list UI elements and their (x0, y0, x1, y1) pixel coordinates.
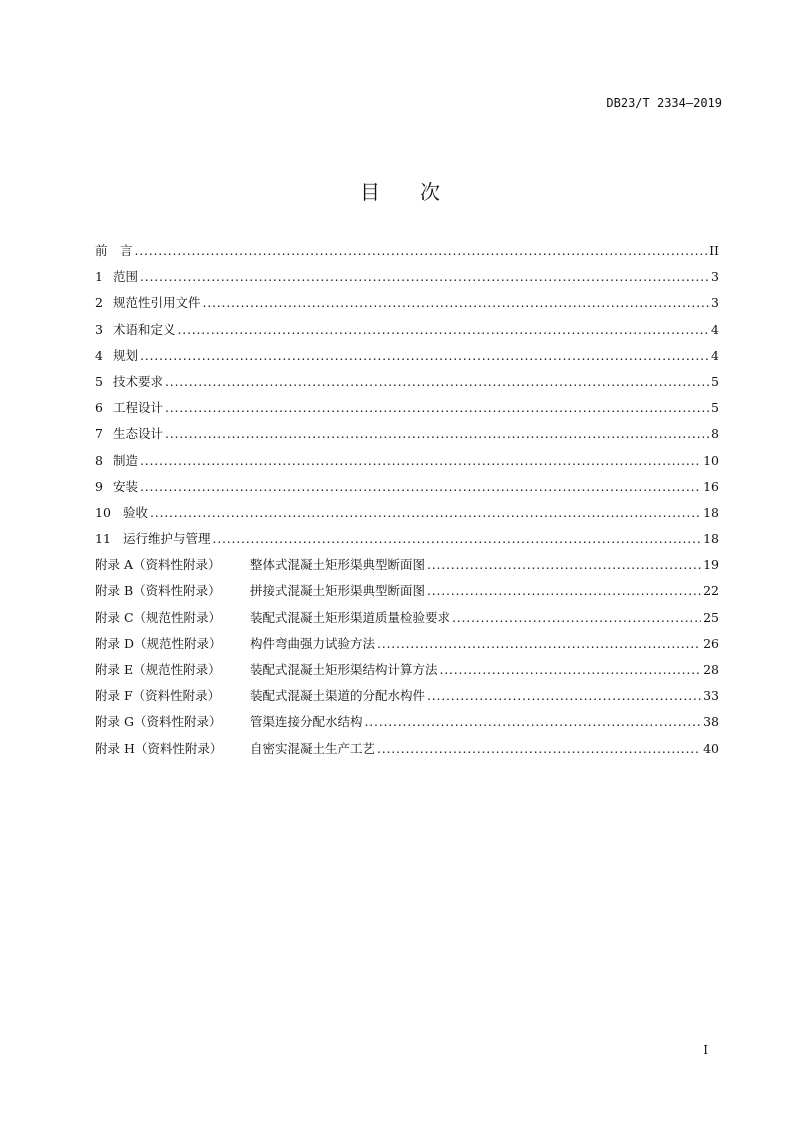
appendix-prefix: 附录 D（规范性附录） (95, 635, 222, 651)
appendix-prefix: 附录 G（资料性附录） (95, 714, 222, 730)
page-number: I (703, 1043, 708, 1057)
toc-entry[interactable] (95, 424, 719, 450)
toc-page: 4 (711, 321, 719, 337)
toc-label: 装配式混凝土矩形渠结构计算方法 (250, 662, 438, 677)
toc-page: 5 (711, 373, 719, 389)
toc-page: 8 (711, 426, 719, 442)
toc-label: 规划 (113, 347, 139, 363)
dot-leader (140, 479, 701, 494)
toc-page: 16 (703, 478, 719, 494)
dot-leader (452, 610, 701, 625)
dot-leader (213, 531, 702, 546)
toc-label: 工程设计 (113, 400, 164, 416)
toc-page: 28 (703, 662, 719, 677)
toc-entry[interactable] (95, 346, 719, 372)
toc-appendix-entry[interactable] (95, 581, 719, 607)
dot-leader (140, 453, 701, 468)
toc-label: 技术要求 (113, 373, 164, 389)
toc-entry[interactable] (95, 529, 719, 555)
title-char: 次 (420, 180, 440, 204)
toc-entry[interactable] (95, 451, 719, 477)
toc-number: 8 (95, 452, 103, 468)
toc-number: 1 (95, 269, 103, 285)
toc-label: 制造 (113, 452, 139, 468)
page-title (0, 176, 800, 205)
toc-entry[interactable] (95, 503, 719, 529)
toc-label: 管渠连接分配水结构 (250, 714, 363, 730)
dot-leader (140, 269, 709, 284)
toc-number: 11 (95, 531, 111, 547)
toc-appendix-entry[interactable] (95, 686, 719, 712)
toc-label: 生态设计 (113, 426, 164, 442)
toc-page: 18 (703, 531, 719, 547)
toc-entry[interactable] (95, 293, 719, 319)
toc-label: 验收 (123, 504, 149, 520)
toc-page: 3 (711, 295, 719, 311)
toc-appendix-entry[interactable] (95, 660, 719, 686)
toc-page: 22 (703, 583, 719, 599)
dot-leader (427, 688, 701, 703)
toc-label: 拼接式混凝土矩形渠典型断面图 (250, 583, 426, 599)
toc-entry[interactable] (95, 477, 719, 503)
appendix-prefix: 附录 A（资料性附录） (95, 557, 221, 573)
toc-label: 范围 (113, 269, 139, 285)
toc-label: 安装 (113, 478, 139, 494)
toc-label: 规范性引用文件 (113, 295, 201, 311)
toc-page: 33 (703, 688, 719, 704)
toc-page: 26 (703, 635, 719, 651)
toc-number: 9 (95, 478, 103, 494)
standard-number: DB23/T 2334—2019 (606, 96, 722, 110)
toc-page: II (709, 243, 719, 258)
toc-label: 装配式混凝土矩形渠道质量检验要求 (250, 609, 451, 625)
toc-number: 10 (95, 504, 111, 520)
toc-appendix-entry[interactable] (95, 739, 719, 765)
toc-label: 自密实混凝土生产工艺 (250, 740, 376, 756)
toc-number: 5 (95, 373, 103, 389)
toc-label: 术语和定义 (113, 321, 176, 337)
dot-leader (427, 583, 701, 598)
dot-leader (365, 714, 702, 729)
toc-page: 3 (711, 269, 719, 285)
toc-page: 25 (703, 609, 719, 625)
toc-label: 前 言 (95, 243, 133, 258)
toc-number: 6 (95, 400, 103, 416)
dot-leader (135, 243, 708, 258)
dot-leader (140, 348, 709, 363)
toc-appendix-entry[interactable] (95, 634, 719, 660)
dot-leader (427, 557, 701, 572)
toc-number: 7 (95, 426, 103, 442)
table-of-contents (95, 241, 719, 765)
dot-leader (178, 322, 710, 337)
toc-number: 4 (95, 347, 103, 363)
appendix-prefix: 附录 F（资料性附录） (95, 688, 221, 704)
toc-page: 40 (703, 740, 719, 756)
dot-leader (150, 505, 701, 520)
toc-entry[interactable] (95, 241, 719, 267)
toc-label: 装配式混凝土渠道的分配水构件 (250, 688, 426, 704)
toc-number: 2 (95, 295, 103, 311)
dot-leader (440, 662, 702, 677)
toc-entry[interactable] (95, 398, 719, 424)
toc-appendix-entry[interactable] (95, 555, 719, 581)
dot-leader (165, 426, 709, 441)
toc-label: 运行维护与管理 (123, 531, 211, 547)
dot-leader (203, 295, 710, 310)
toc-label: 整体式混凝土矩形渠典型断面图 (250, 557, 426, 573)
toc-entry[interactable] (95, 320, 719, 346)
toc-page: 10 (703, 452, 719, 468)
toc-appendix-entry[interactable] (95, 608, 719, 634)
toc-page: 18 (703, 504, 719, 520)
appendix-prefix: 附录 B（资料性附录） (95, 583, 221, 599)
toc-page: 5 (711, 400, 719, 416)
dot-leader (165, 400, 709, 415)
title-char: 目 (360, 180, 380, 204)
dot-leader (377, 741, 701, 756)
appendix-prefix: 附录 H（资料性附录） (95, 740, 223, 756)
toc-page: 4 (711, 347, 719, 363)
appendix-prefix: 附录 C（规范性附录） (95, 609, 222, 625)
toc-entry[interactable] (95, 372, 719, 398)
toc-page: 19 (703, 557, 719, 573)
toc-entry[interactable] (95, 267, 719, 293)
toc-number: 3 (95, 321, 103, 337)
toc-appendix-entry[interactable] (95, 712, 719, 738)
toc-page: 38 (703, 714, 719, 730)
dot-leader (377, 636, 701, 651)
appendix-prefix: 附录 E（规范性附录） (95, 662, 221, 677)
dot-leader (165, 374, 709, 389)
toc-label: 构件弯曲强力试验方法 (250, 635, 376, 651)
